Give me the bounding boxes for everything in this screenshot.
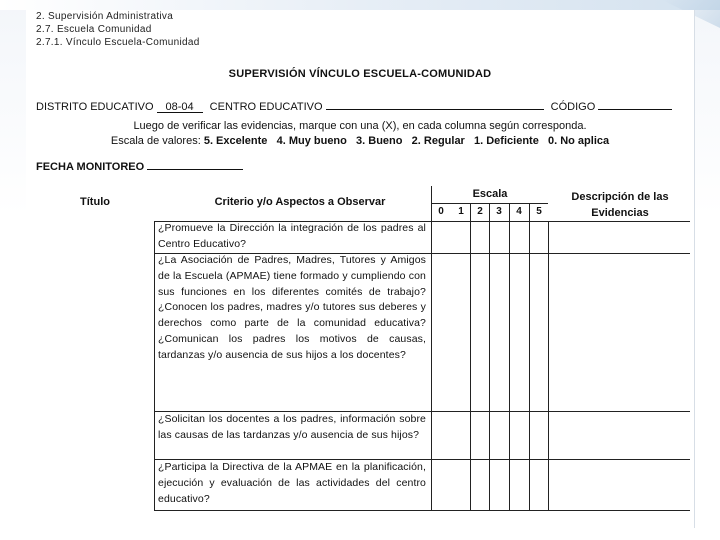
district-line xyxy=(36,98,672,113)
scale-number-1: 1 xyxy=(458,206,464,217)
criteria-row-4: ¿Participa la Directiva de la APMAE en la planificación, ejecución y evaluación de las actividades del centro educativo? xyxy=(158,461,426,505)
monitoring-line xyxy=(36,158,243,173)
district-label: DISTRITO EDUCATIVO xyxy=(36,101,154,113)
section-headings xyxy=(36,10,200,49)
criteria-row-3: ¿Solicitan los docentes a los padres, información sobre las causas de las tardanzas y/o ausencia de sus hijos? xyxy=(158,413,426,441)
criteria-row-1: ¿Promueve la Dirección la integración de los padres al Centro Educativo? xyxy=(158,222,426,250)
scale-legend-prefix: Escala de valores: xyxy=(110,135,201,147)
section-heading-1: 2. Supervisión Administrativa xyxy=(36,11,174,22)
document-title: SUPERVISIÓN VÍNCULO ESCUELA-COMUNIDAD xyxy=(228,68,492,80)
instruction-text: Luego de verificar las evidencias, marque con una (X), en cada columna según corresponda. xyxy=(133,120,587,132)
scale-number-4: 4 xyxy=(516,206,522,217)
column-header-title: Título xyxy=(80,196,110,208)
code-label: CÓDIGO xyxy=(550,101,596,113)
district-value: 08-04 xyxy=(165,101,194,113)
code-blank xyxy=(598,98,672,110)
scale-legend xyxy=(26,135,694,147)
section-heading-2: 2.7. Escuela Comunidad xyxy=(36,24,152,35)
column-header-criteria: Criterio y/o Aspectos a Observar xyxy=(214,196,386,208)
scale-number-0: 0 xyxy=(438,206,444,217)
slide-top-band xyxy=(0,0,720,10)
column-header-evidence: Descripción de las Evidencias xyxy=(571,191,669,219)
criteria-row-2: ¿La Asociación de Padres, Madres, Tutores y Amigos de la Escuela (APMAE) tiene formado y cumpliendo con sus funciones en los diferentes comités de trabajo? ¿Conocen los padres, madres y/o tutores sus deberes y derechos como parte de la comunidad educativa? ¿Comunican los padres los motivos de causas, tardanzas y/o ausencia de sus hijos a los docentes? xyxy=(158,254,426,361)
center-blank xyxy=(326,98,544,110)
scale-number-5: 5 xyxy=(536,206,542,217)
column-header-scale: Escala xyxy=(472,188,508,200)
scale-number-2: 2 xyxy=(477,206,483,217)
scale-legend-items: 5. Excelente 4. Muy bueno 3. Bueno 2. Regular 1. Deficiente 0. No aplica xyxy=(203,135,610,147)
section-heading-3: 2.7.1. Vínculo Escuela-Comunidad xyxy=(36,37,200,48)
scale-number-3: 3 xyxy=(496,206,502,217)
center-label: CENTRO EDUCATIVO xyxy=(209,101,323,113)
monitoring-label: FECHA MONITOREO xyxy=(36,161,145,173)
monitoring-blank xyxy=(147,158,243,170)
